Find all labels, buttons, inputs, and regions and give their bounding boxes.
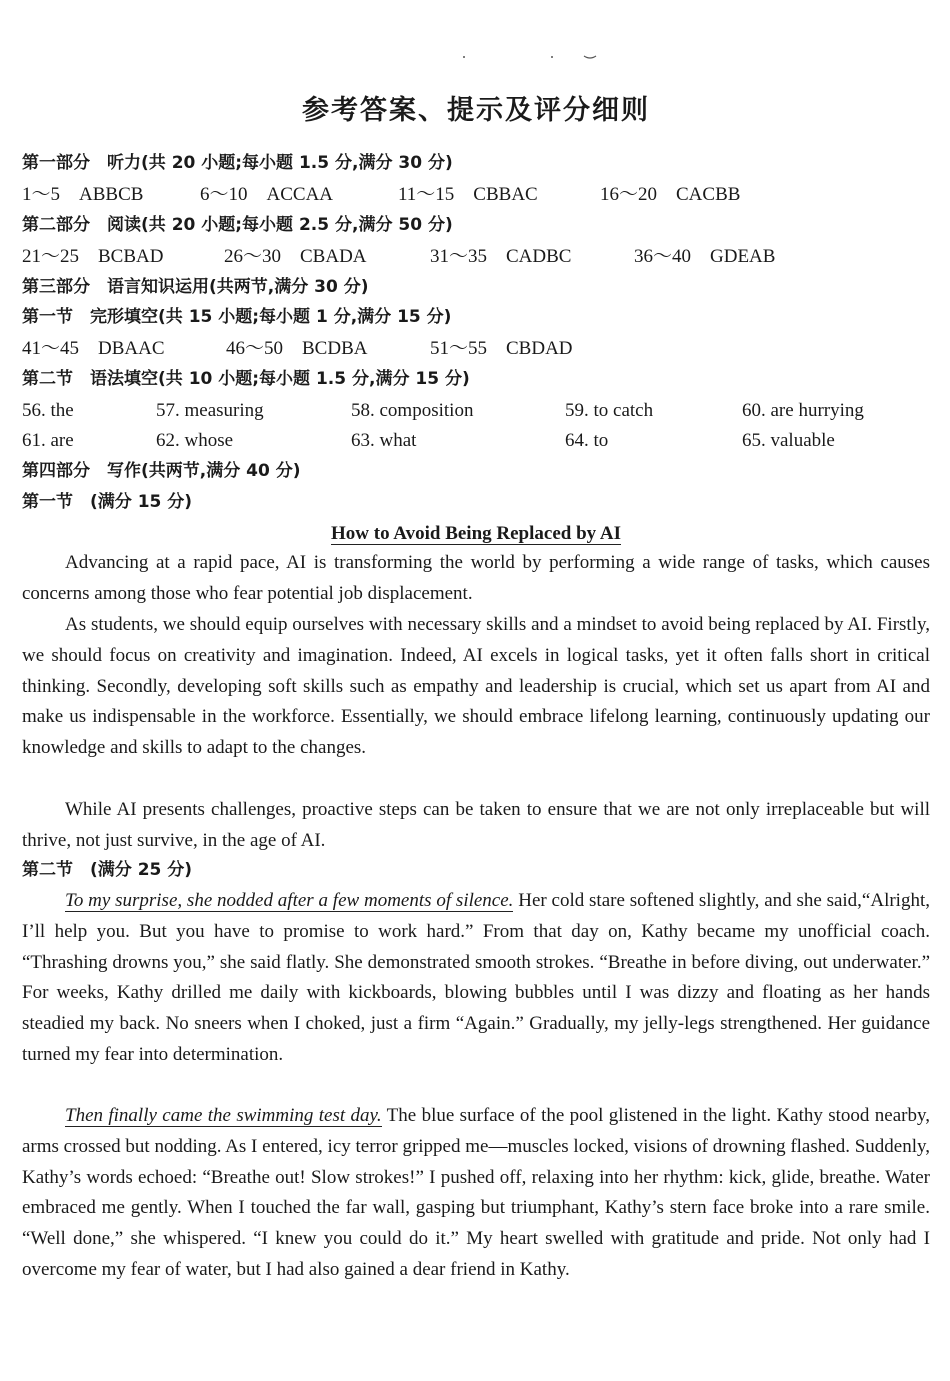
story-paragraph-2	[22, 1101, 930, 1293]
part1-answers	[22, 179, 930, 210]
answer-group: 36～40 GDEAB	[634, 246, 776, 267]
answer-group: 51～55 CBDAD	[430, 338, 573, 359]
part3-section1-heading: 第一节 完形填空(共 15 小题;每小题 1 分,满分 15 分)	[22, 307, 452, 327]
story-paragraph-2-body: The blue surface of the pool glistened in the light. Kathy stood nearby, arms crossed but nodding. As I entered, icy terror gripped me—muscles locked, visions of drowning flashed. Suddenly, Kathy’s words echoed: “Breathe out! Slow strokes!” I pushed off, relaxing into her rhythm: kick, glide, breathe. Water embraced me gently. When I touched the far wall, gasping but triumphant, Kathy’s stern face broke into a rare smile. “Well done,” she whispered. “I knew you could do it.” My heart swelled with gratitude and pride. Not only had I overcome my fear of water, but I had also gained a dear friend in Kathy.	[22, 1105, 930, 1280]
essay-paragraph-3: While AI presents challenges, proactive steps can be taken to ensure that we are not only irreplaceable but will thrive, not just survive, in the age of AI.	[22, 799, 930, 851]
part3-section2-heading: 第二节 语法填空(共 10 小题;每小题 1.5 分,满分 15 分)	[22, 369, 470, 389]
grammar-answer: 64. to	[565, 430, 609, 451]
answer-group: 41～45 DBAAC	[22, 338, 165, 359]
answer-group: 16～20 CACBB	[600, 184, 741, 205]
answer-group: 46～50 BCDBA	[226, 338, 368, 359]
part2-answers	[22, 241, 930, 272]
answer-group: 21～25 BCBAD	[22, 246, 164, 267]
answer-group: 11～15 CBBAC	[398, 184, 538, 205]
part4-section1-heading: 第一节 (满分 15 分)	[22, 492, 193, 512]
answer-group: 26～30 CBADA	[224, 246, 367, 267]
grammar-answer: 61. are	[22, 430, 74, 451]
page-title: 参考答案、提示及评分细则	[302, 95, 650, 126]
part4-section2-heading: 第二节 (满分 25 分)	[22, 860, 193, 880]
story-paragraph-1-lead: To my surprise, she nodded after a few moments of silence.	[65, 890, 514, 911]
essay-paragraph-2: As students, we should equip ourselves with necessary skills and a mindset to avoid being replaced by AI. Firstly, we should focus on creativity and imagination. Indeed, AI excels in logical tasks, yet it often falls short in critical thinking. Secondly, developing soft skills such as empathy and leadership is crucial, which set us apart from AI and make us indispensable in the workforce. Essentially, we should embrace lifelong learning, continuously updating our knowledge and skills to adapt to the changes.	[22, 614, 930, 759]
essay-paragraph-1: Advancing at a rapid pace, AI is transforming the world by performing a wide range of tasks, which causes concerns among those who fear potential job displacement.	[22, 552, 930, 604]
part3-heading: 第三部分 语言知识运用(共两节,满分 30 分)	[22, 277, 369, 297]
essay-title-text: How to Avoid Being Replaced by AI	[331, 523, 621, 544]
part1-heading: 第一部分 听力(共 20 小题;每小题 1.5 分,满分 30 分)	[22, 153, 453, 173]
grammar-answer: 56. the	[22, 400, 74, 421]
grammar-answer: 57. measuring	[156, 400, 264, 421]
answer-group: 6～10 ACCAA	[200, 184, 334, 205]
grammar-row-1	[22, 395, 930, 426]
grammar-answer: 63. what	[351, 430, 417, 451]
grammar-answer: 59. to catch	[565, 400, 654, 421]
story-paragraph-1-body: Her cold stare softened slightly, and she said,“Alright, I’ll help you. But you have to promise to work hard.” From that day on, Kathy became my unofficial coach. “Thrashing drowns you,” she said flatly. She demonstrated smooth strokes. “Breathe in before diving, out underwater.” For weeks, Kathy drilled me daily with kickboards, blowing bubbles until I was dizzy and floating as her hands steadied my back. No sneers when I choked, just a firm “Again.” Gradually, my jelly-legs strengthened. Her guidance turned my fear into determination.	[22, 890, 930, 1065]
essay-title	[22, 518, 930, 549]
grammar-answer: 65. valuable	[742, 430, 835, 451]
answer-group: 1～5 ABBCB	[22, 184, 144, 205]
grammar-row-2	[22, 425, 930, 456]
story-paragraph-1	[22, 886, 930, 1071]
answer-group: 31～35 CADBC	[430, 246, 572, 267]
story-paragraph-2-lead: Then finally came the swimming test day.	[65, 1105, 382, 1126]
part4-heading: 第四部分 写作(共两节,满分 40 分)	[22, 461, 301, 481]
grammar-answer: 58. composition	[351, 400, 474, 421]
page-top-mark	[462, 46, 602, 60]
part3-section1-answers	[22, 333, 930, 364]
part2-heading: 第二部分 阅读(共 20 小题;每小题 2.5 分,满分 50 分)	[22, 215, 453, 235]
grammar-answer: 60. are hurrying	[742, 400, 864, 421]
grammar-answer: 62. whose	[156, 430, 234, 451]
